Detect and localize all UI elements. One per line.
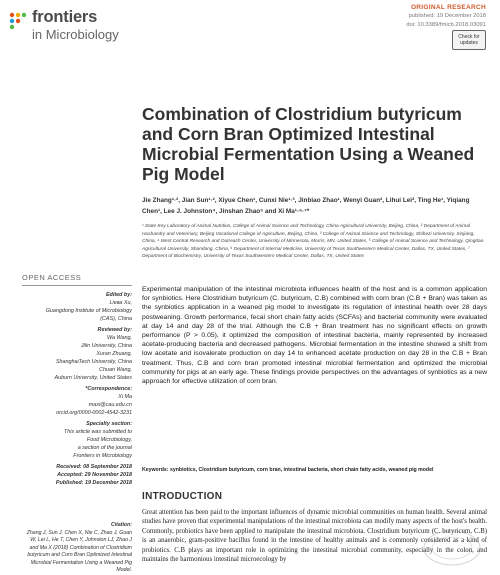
citation-text: Zhang J, Sun J, Chen X, Nie C, Zhao J, Guan W, Lei L, He T, Chen Y, Johnston LJ, Zhao J and Ma X (2018) Combination of Clostridium butyricum and Corn Bran Optimized Intestinal Microbial Fermentation Using a Weaned Pig Model. bbox=[26, 529, 132, 573]
publication-info bbox=[406, 12, 486, 29]
journal-subtitle: in Microbiology bbox=[32, 27, 119, 42]
reviewer-line: Xuran Zhuang, bbox=[96, 351, 132, 357]
doi-link[interactable]: doi: 10.3389/fmicb.2018.03091 bbox=[406, 21, 486, 28]
received-date: Received: 08 September 2018 bbox=[56, 464, 132, 470]
correspondence-line: Xi Ma bbox=[118, 394, 132, 400]
specialty-section-label: Specialty section: bbox=[86, 421, 132, 427]
affiliations: ¹ State Key Laboratory of Animal Nutrition, College of Animal Science and Technology, China Agricultural University, Beijing, China, ² Department of Animal Husbandry and Veterinary, Beijing Vocational College of Agriculture, Beijing, China, ³ College of Animal Science and Technology, Shihezi University, Xinjiang, China, ⁴ West Central Research and Outreach Center, University of Minnesota, Morris, MN, United States, ⁵ College of Animal Science and Technology, Qingdao Agricultural University, Shandong, China, ⁶ Department of Internal Medicine, University of Texas Southwestern Medical Center, Dallas, TX, United States, ⁷ Department of Biochemistry, University of Texas Southwestern Medical Center, Dallas, TX, United States bbox=[142, 224, 484, 260]
reviewer-line: Wa Wang, bbox=[107, 335, 132, 341]
correspondence-orcid[interactable]: orcid.org/0000-0002-4542-3231 bbox=[56, 410, 132, 416]
open-access-label: OPEN ACCESS bbox=[22, 274, 132, 286]
reviewer-line: Chuan Wang, bbox=[99, 367, 132, 373]
published-date-sidebar: Published: 19 December 2018 bbox=[55, 480, 132, 486]
reviewed-by-label: Reviewed by: bbox=[97, 327, 132, 333]
section-line: a section of the journal bbox=[77, 445, 132, 451]
section-line: This article was submitted to bbox=[63, 429, 132, 435]
reviewer-line: ShanghaiTech University, China bbox=[55, 359, 132, 365]
correspondence-label: *Correspondence: bbox=[85, 386, 132, 392]
citation-label: Citation: bbox=[110, 522, 132, 528]
journal-logo bbox=[8, 6, 168, 46]
journal-name: frontiers bbox=[32, 8, 98, 26]
edited-by-label: Edited by: bbox=[105, 292, 132, 298]
section-heading-introduction: INTRODUCTION bbox=[142, 491, 223, 502]
keywords: Keywords: synbiotics, Clostridium butyricum, corn bran, intestinal bacteria, short chain fatty acids, weaned pig model bbox=[142, 467, 434, 473]
citation-block bbox=[22, 522, 132, 575]
article-type: ORIGINAL RESEARCH bbox=[410, 4, 486, 11]
author-list: Jie Zhang¹·², Jian Sun¹·², Xiyue Chen¹, Cunxi Nie¹·³, Jinbiao Zhao¹, Wenyi Guan², Lihui Lei², Ting He¹, Yiqiang Chen¹, Lee J. Johnston⁴, Jinshan Zhao⁵ and Xi Ma¹·⁶·⁷* bbox=[142, 197, 470, 215]
section-line: Frontiers in Microbiology bbox=[73, 453, 132, 459]
check-updates-badge[interactable]: Check for updates bbox=[452, 30, 486, 50]
editor-line: Lieва Xu, bbox=[109, 300, 132, 306]
published-date: published: 19 December 2018 bbox=[408, 13, 486, 19]
watermark-seal-icon bbox=[420, 528, 484, 568]
reviewer-line: Auburn University, United States bbox=[54, 375, 132, 381]
accepted-date: Accepted: 29 November 2018 bbox=[57, 472, 132, 478]
abstract: Experimental manipulation of the intestinal microbiota influences health of the host and is a common application for synbiotics. Here Clostridium butyricum (C. butyricum, C.B) combined with corn bran (C.B + Bran) was taken as the synbiotics application in a weaned pig model to investigate its regulation of intestinal health over 28 days postweaning. Growth performance, fecal short chain fatty acids (SCFAs) and bacterial community were evaluated at day 14 and day 28 of the trial. Although the C.B + Bran treatment has no significant effects on growth performance (P > 0.05), it optimized the composition of intestinal bacteria, mainly represented by increased acetate-producing bacteria and decreased pathogens. Microbial fermentation in the intestine showed a shift from low acetate and isovalerate production on day 14 to enhanced acetate production on day 28 in the C.B + Bran treatment. Thus, C.B and corn bran promoted intestinal microbial fermentation and optimized the microbial community for pigs at an early age. These findings provide perspectives on the advantages of synbiotics as a new approach for effective utilization of corn bran. bbox=[142, 286, 487, 386]
section-line: Food Microbiology, bbox=[86, 437, 132, 443]
reviewer-line: Jilin University, China bbox=[80, 343, 132, 349]
editor-line: (CAS), China bbox=[100, 316, 132, 322]
article-title: Combination of Clostridium butyricum and Corn Bran Optimized Intestinal Microbial Fermentation Using a Weaned Pig Model bbox=[142, 104, 475, 184]
introduction-text: Great attention has been paid to the important influences of dynamic microbial communities on human health. Several animal studies have proven that experimental manipulations of the intestinal microbiota can modify many aspects of the host's health. Commonly, probiotics have been applied to manipulate the intestinal microbiota. Clostridium butyricum (C. butyricum, C.B) is an anaerobic, gram-positive bacillus found in the intestine of healthy animals and is commonly considered as a kind of probiotics. C.B plays an important role in optimizing the intestinal microbial community, especially in the colon, and maintains the harmonious intestinal microecology by bbox=[142, 509, 487, 564]
frontiers-logo-icon bbox=[8, 11, 30, 33]
correspondence-email[interactable]: maxi@cau.edu.cn bbox=[88, 402, 132, 408]
editor-line: Guangdong Institute of Microbiology bbox=[45, 308, 132, 314]
article-sidebar bbox=[22, 274, 132, 487]
